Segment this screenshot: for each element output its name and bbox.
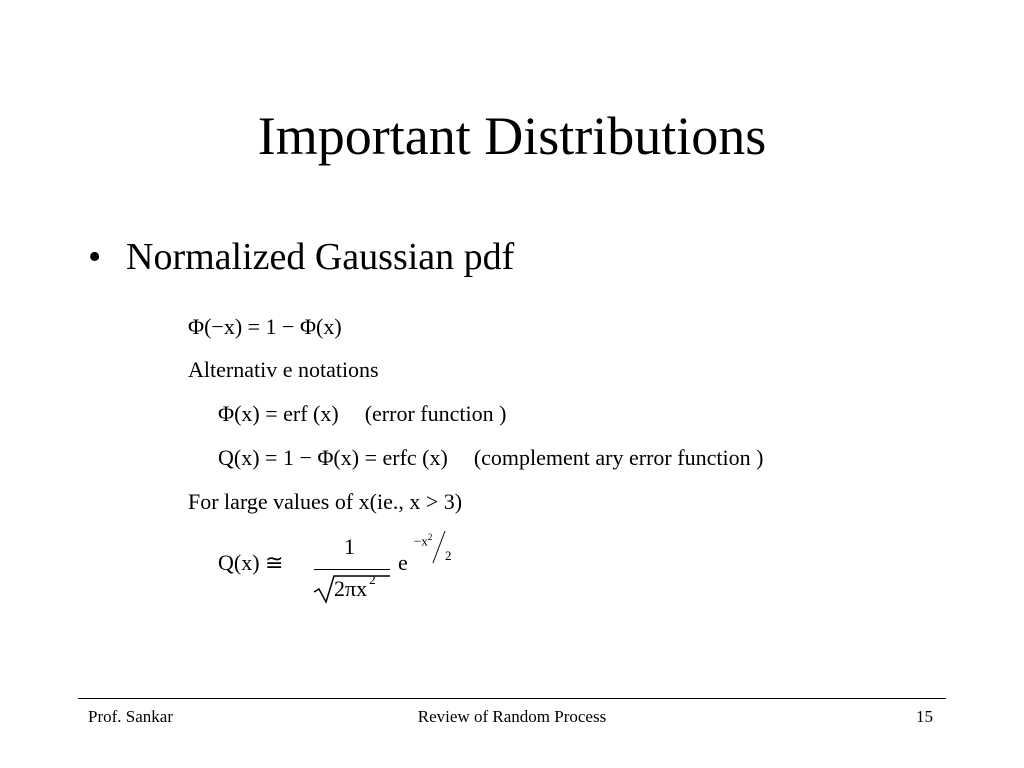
exp-numerator-text: −x: [414, 533, 428, 549]
denominator-text: 2πx: [334, 576, 368, 601]
alternative-notations-header: Alternativ e notations: [188, 357, 379, 382]
equation-symmetry: Φ(−x) = 1 − Φ(x): [188, 314, 342, 339]
exp-numerator-sup: 2: [427, 532, 433, 542]
large-values-condition: For large values of x(ie., x > 3): [188, 489, 463, 514]
denominator-exponent: 2: [369, 572, 376, 587]
approx-fraction: [312, 534, 392, 606]
bullet-text: Normalized Gaussian pdf: [126, 236, 515, 278]
footer-author: Prof. Sankar: [88, 707, 173, 726]
equation-erfc: [218, 444, 763, 472]
fraction-numerator: 1: [344, 534, 355, 559]
erfc-note: (complement ary error function ): [473, 445, 764, 470]
slide-title: Important Distributions: [257, 106, 767, 166]
bullet-icon: •: [88, 236, 102, 278]
bullet-item: [88, 234, 514, 280]
exp-slash-icon: [432, 530, 446, 564]
footer-divider: [78, 698, 946, 699]
erf-note: (error function ): [364, 401, 507, 426]
footer-page-number: 15: [916, 707, 933, 726]
fraction-denominator: [312, 574, 392, 604]
erfc-formula: Q(x) = 1 − Φ(x) = erfc (x): [218, 445, 448, 470]
exp-denominator: 2: [445, 548, 452, 563]
exp-base: e: [398, 550, 408, 575]
fraction-bar: [314, 569, 390, 570]
approx-lhs: Q(x) ≅: [218, 550, 284, 575]
erf-formula: Φ(x) = erf (x): [218, 401, 339, 426]
exp-numerator: [414, 532, 432, 549]
equation-erf: [218, 400, 506, 428]
footer-course: Review of Random Process: [417, 707, 607, 726]
